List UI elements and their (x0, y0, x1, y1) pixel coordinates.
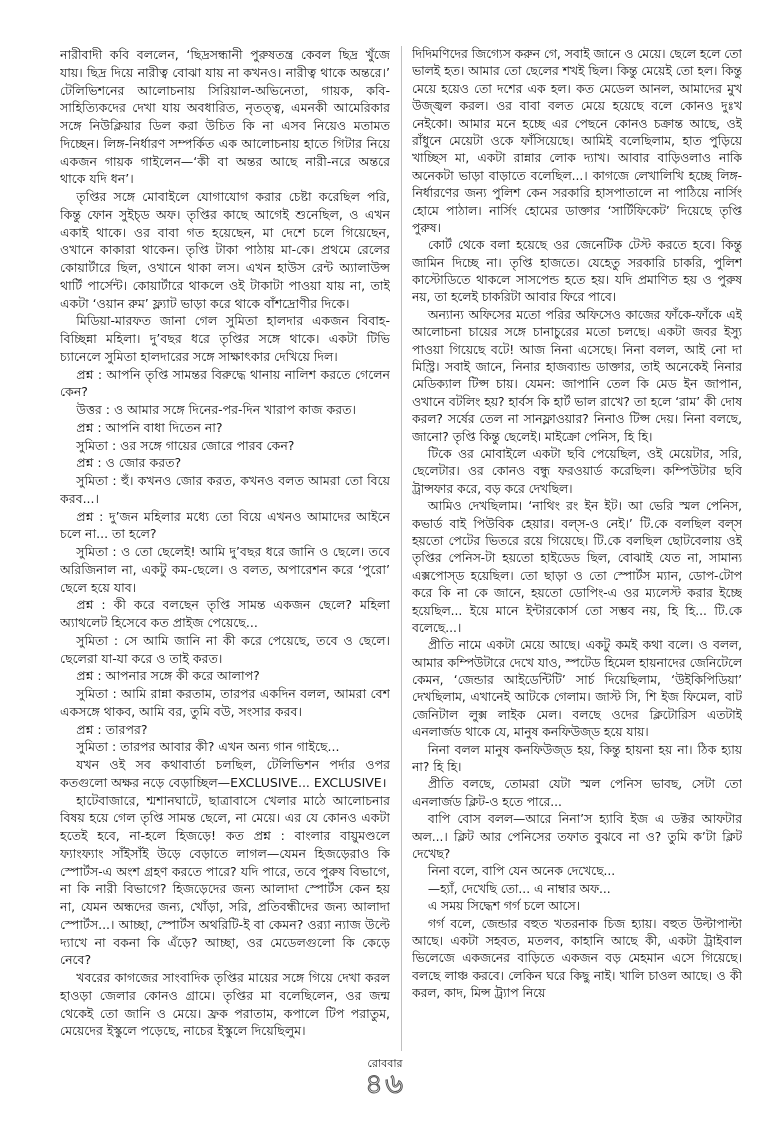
page-number: ৪৬ (364, 1067, 406, 1100)
paragraph: —হ্যাঁ, দেখেছি তো... এ নাম্বার অফ... (427, 881, 611, 896)
paragraph: নিনা বলে, বাপি যেন অনেক দেখেছে... (427, 864, 616, 879)
paragraph: দিদিমণিদের জিগ্যেস করুন গে, সবাই জানে ও মেয়ে। ছেলে হলে তো ভালই হত। আমার তো ছেলের শখই ছিল। কিন্তু মেয়েই তো হল। কিন্তু মেয়ে হয়েও তো দশের এক হল। কত মেডেল আনল, আমাদের মুখ উজ্জ্বল করল। ওর বাবা বলত মেয়ে হয়েছে বলে কোনও দুঃখ নেইকো। আমার মনে হচ্ছে এর পেছনে কোনও চক্রান্ত আছে, ওই রাঁধুনে মেয়েটা ওকে ফাঁসিয়েছে। আমিই বলেছিলাম, হাত পুড়িয়ে খাচ্ছিস মা, একটা রান্নার লোক দ্যাখ। আবার বাড়িওলাও নাকি অনেকটা ভাড়া বাড়াতে বলেছিল...। কাগজে লেখালিখি হচ্ছে লিঙ্গ-নির্ধারণের জন্য পুলিশ কেন সরকারি হাসপাতালে না পাঠিয়ে নার্সিং হোমে পাঠাল। নার্সিং হোমের ডাক্তার ‘সার্টিফিকেট’ দিয়েছে তৃপ্তি পুরুষ। (412, 47, 742, 235)
paragraph: প্রশ্ন : দু’জন মহিলার মধ্যে তো বিয়ে এখনও আমাদের আইনে চলে না... তা হলে? (60, 508, 390, 542)
paragraph: হাটেবাজারে, শ্মশানঘাটে, ছাত্রাবাসে খেলার মাঠে আলোচনার বিষয় হয়ে গেল তৃপ্তি সামন্ত ছেলে, না মেয়ে। এর যে কোনও একটা হতেই হবে, না-হলে হিজড়ে! কত প্রশ্ন : বাংলার বায়ুমণ্ডলে ফ্যাংফ্যাং সাঁইসাঁই উড়ে বেড়াতে লাগল—যেমন হিজড়েরাও কি স্পোর্টস-এ অংশ গ্রহণ করতে পারে? যদি পারে, তবে পুরুষ বিভাগে, না কি নারী বিভাগে? হিজড়েদের জন্য আলাদা স্পোর্টস কেন হয় না, যেমন অন্ধদের জন্য, খোঁড়া, সরি, প্রতিবন্ধীদের জন্য আলাদা স্পোর্টস...। আচ্ছা, স্পোর্টস অথরিটি-ই বা কেমন? ওর‍্যা ন্যাজ উল্টে দ্যাখে না বকনা কি এঁড়ে? আচ্ছা, ওর মেডেলগুলো কি কেড়ে নেবে? (60, 792, 390, 968)
paragraph: প্রশ্ন : তারপর? (76, 721, 148, 737)
paragraph: নারীবাদী কবি বললেন, ‘ছিদ্রসন্ধানী পুরুষতন্ত্র কেবল ছিদ্র খুঁজে যায়। ছিদ্র দিয়ে নারীত্ব বোঝা যায় না কখনও। নারীত্ব থাকে অন্তরে।’ টেলিভিশনের আলোচনায় সিরিয়াল-অভিনেতা, গায়ক, কবি-সাহিত্যিকদের দেখা যায় অবধারিত, নৃতত্ত্ব, এমনকী আমেরিকার সঙ্গে নিউক্লিয়ার ডিল করা উচিত কি না এসব নিয়েও মতামত দিচ্ছেন। লিঙ্গ-নির্ধারণ সম্পর্কিত এক আলোচনায় হাতে গিটার নিয়ে একজন গায়ক গাইলেন—‘কী বা অন্তর আছে নারী-নরে অন্তরে থাকে যদি ধন’। (60, 47, 390, 187)
paragraph: সুমিতা : আমি রান্না করতাম, তারপর একদিন বলল, আমরা বেশ একসঙ্গে থাকব, আমি বর, তুমি বউ, সংসার করব। (60, 686, 390, 719)
paragraph: আমিও দেখছিলাম। ‘নাথিং রং ইন ইট। আ ভেরি স্মল পেনিস, কভার্ড বাই পিউবিক হেয়ার। বল্স-ও নেই।’ টি.কে বলছিল বল্স হয়তো পেটের ভিতরে রয়ে গিয়েছে। টি.কে বলছিল ছোটবেলায় ওই তৃপ্তির পেনিস-টা হয়তো হাইডেড ছিল, বোঝাই যেত না, সামান্য এক্সপোস্ড হয়েছিল। তো ছাড়া ও তো স্পোর্টস ম্যান, ডোপ-টোপ করে কি না কে জানে, হয়তো ডোপিং-এ ওর ম্যলেস্ট করার ইচ্ছে হয়েছিল... ইয়ে মানে ইন্টারকোর্স তো সম্ভব নয়, হি হি... টি.কে বলেছে...। (412, 499, 742, 635)
paragraph: টিকে ওর মোবাইলে একটা ছবি পেয়েছিল, ওই মেয়েটার, সরি, ছেলেটার। ওর কোনও বন্ধু ফরওয়ার্ড করেছিল। কম্পিউটার ছবি ট্রান্সফার করে, বড় করে দেখছিল। (412, 446, 742, 496)
paragraph: বাপি বোস বলল—আরে নিনা’স হ্যাবি ইজ এ ডক্টর আফটার অল...। ক্লিট আর পেনিসের তফাত বুঝবে না ও? তুমি ক’টা ক্লিট দেখেছ? (412, 812, 742, 861)
paragraph: কোর্ট থেকে বলা হয়েছে ওর জেনেটিক টেস্ট করতে হবে। কিন্তু জামিন দিচ্ছে না। তৃপ্তি হাজতে। যেহেতু সরকারি চাকরি, পুলিশ কাস্টোডিতে থাকলে সাসপেন্ড হতে হয়। যদি প্রমাণিত হয় ও পুরুষ নয়, তা হলেই চাকরিটা আবার ফিরে পাবে। (412, 238, 742, 305)
paragraph: প্রশ্ন : ও জোর করত? (76, 455, 182, 471)
paragraph: প্রীতি বলছে, তোমরা যেটা স্মল পেনিস ভাবছ, সেটা তো এনলার্জড ক্লিট-ও হতে পারে... (412, 777, 742, 809)
paragraph: সুমিতা : সে আমি জানি না কী করে পেয়েছে, তবে ও ছেলে। ছেলেরা যা-যা করে ও তাই করত। (60, 632, 390, 666)
paragraph: খবরের কাগজের সাংবাদিক তৃপ্তির মায়ের সঙ্গে গিয়ে দেখা করল হাওড়া জেলার কোনও গ্রামে। তৃপ্তির মা বলেছিলেন, ওর জন্ম থেকেই তো জানি ও মেয়ে। ফ্রক পরাতাম, কপালে টিপ পরাতুম, মেয়েদের ইস্কুলে পড়েছে, নাচের ইস্কুলে দিয়েছিলুম। (60, 970, 390, 1039)
paragraph: সুমিতা : ও তো ছেলেই! আমি দু’বছর ধরে জানি ও ছেলে। তবে অরিজিনাল না, একটু কম-ছেলে। ও বলত, অপারেশন করে ‘পুরো’ ছেলে হয়ে যাব। (60, 544, 390, 595)
paragraph: প্রশ্ন : আপনার সঙ্গে কী করে আলাপ? (76, 668, 260, 684)
left-column (60, 46, 390, 1051)
paragraph: সুমিতা : ওর সঙ্গে গায়ের জোরে পারব কেন? (76, 437, 295, 453)
paragraph: প্রশ্ন : আপনি বাধা দিতেন না? (76, 419, 223, 435)
paragraph: প্রশ্ন : কী করে বলছেন তৃপ্তি সামন্ত একজন ছেলে? মহিলা অ্যাথলেট হিসেবে কত প্রাইজ পেয়েছে... (60, 597, 390, 630)
paragraph: নিনা বলল মানুষ কনফিউজ্ড হয়, কিন্তু হায়না হয় না। ঠিক হ্যায় না? হি হি। (412, 742, 742, 775)
paragraph: অন্যান্য অফিসের মতো পরির অফিসেও কাজের ফাঁকে-ফাঁকে এই আলোচনা চায়ের সঙ্গে চানাচুরের মতো চলছে। একটা জবর ইস্যু পাওয়া গিয়েছে বটে! আজ নিনা এসেছে। নিনা বলল, আই নো দা মিস্ট্রি। সবাই জানে, নিনার হাজব্যান্ড ডাক্তার, তাই অনেকেই নিনার মেডিক্যাল টিপ্স চায়। যেমন: জাপানি তেল কি মেড ইন জাপান, ওখানে বটলিং হয়? হার্বস কি হার্ট ভাল রাখে? তা হলে ‘রাম’ কী দোষ করল? সর্ষের তেল না সানফ্লাওয়ার? নিনাও টিপ্স দেয়। নিনা বলছে, জানো? তৃপ্তি কিন্তু ছেলেই। মাইক্রো পেনিস, হি হি। (412, 307, 742, 444)
right-column (412, 46, 742, 1051)
paragraph: সুমিতা : হুঁ। কখনও জোর করত, কখনও বলত আমরা তো বিয়ে করব...। (60, 473, 390, 506)
paragraph: সুমিতা : তারপর আবার কী? এখন অন্য গান গাইছে... (76, 739, 340, 755)
paragraph: যখন ওই সব কথাবার্তা চলছিল, টেলিভিশন পর্দার ওপর কতগুলো অক্ষর নড়ে বেড়াচ্ছিল—EXCLUSIVE... EXCLUSIVE। (60, 757, 390, 790)
paragraph: এ সময় সিদ্ধেশ গর্গ চলে আসে। (427, 899, 580, 914)
paragraph: প্রীতি নামে একটা মেয়ে আছে। একটু কমই কথা বলে। ও বলল, আমার কম্পিউটারে দেখে যাও, স্পটেড হিমেল হায়নাদের জেনিটেলে কেমন, ‘জেন্ডার আইডেন্টিটি’ সার্চ দিয়েছিলাম, ‘উইকিপিডিয়া’ দেখছিলাম, এখানেই আটকে গেলাম। জাস্ট সি, শি ইজ ফিমেল, বাট জেনিটাল লুক্স লাইক মেল। বলছে ওদের ক্লিটোরিস এতটাই এনলার্জড থাকে যে, মানুষ কনফিউজ্ড হয়ে যায়। (412, 638, 742, 740)
column-divider (401, 46, 402, 1051)
paragraph: মিডিয়া-মারফত জানা গেল সুমিতা হালদার একজন বিবাহ-বিচ্ছিন্না মহিলা। দু’বছর ধরে তৃপ্তির সঙ্গে থাকে। একটা টিভি চ্যানেলে সুমিতা হালদারের সঙ্গে সাক্ষাৎকার দেখিয়ে দিল। (60, 313, 390, 364)
paragraph: প্রশ্ন : আপনি তৃপ্তি সামন্তর বিরুদ্ধে থানায় নালিশ করতে গেলেন কেন? (60, 366, 390, 400)
magazine-name: রোববার (367, 1057, 403, 1070)
paragraph: তৃপ্তির সঙ্গে মোবাইলে যোগাযোগ করার চেষ্টা করেছিল পরি, কিন্তু ফোন সুইচ্ড অফ। তৃপ্তির কাছে আগেই শুনেছিল, ও এখন একাই থাকে। ওর বাবা গত হয়েছেন, মা দেশে চলে গিয়েছেন, ওখানে কাকারা থাকেন। তৃপ্তি টাকা পাঠায় মা-কে। প্রথমে রেলের কোয়ার্টারে ছিল, ওখানে থাকা লস। এখন হাউস রেন্ট অ্যালাউন্স থার্টি পার্সেন্ট। কোয়ার্টারে থাকলে ওই টাকাটা পাওয়া যায় না, তাই একটা ‘ওয়ান রুম’ ফ্ল্যাট ভাড়া করে থাকে বাঁশদ্রোণীর দিকে। (60, 189, 390, 311)
paragraph: উত্তর : ও আমার সঙ্গে দিনের-পর-দিন খারাপ কাজ করত। (76, 402, 356, 417)
paragraph: গর্গ বলে, জেন্ডার বহুত খতরনাক চিজ হ্যায়। বহুত উল্টাপাল্টা আছে। একটা সহবত, মতলব, কাহানি আছে কী, একটা ট্রাইবাল ভিলেজে একজনের বাড়িতে একজন বড় মেহমান এসে গিয়েছে। বলছে লাঞ্চ করবে। লেকিন ঘরে কিছু নাই। খালি চাওল আছে। ও কী করল, কাদ, মিন্স ট্র্যাপ নিয়ে (412, 916, 742, 1001)
